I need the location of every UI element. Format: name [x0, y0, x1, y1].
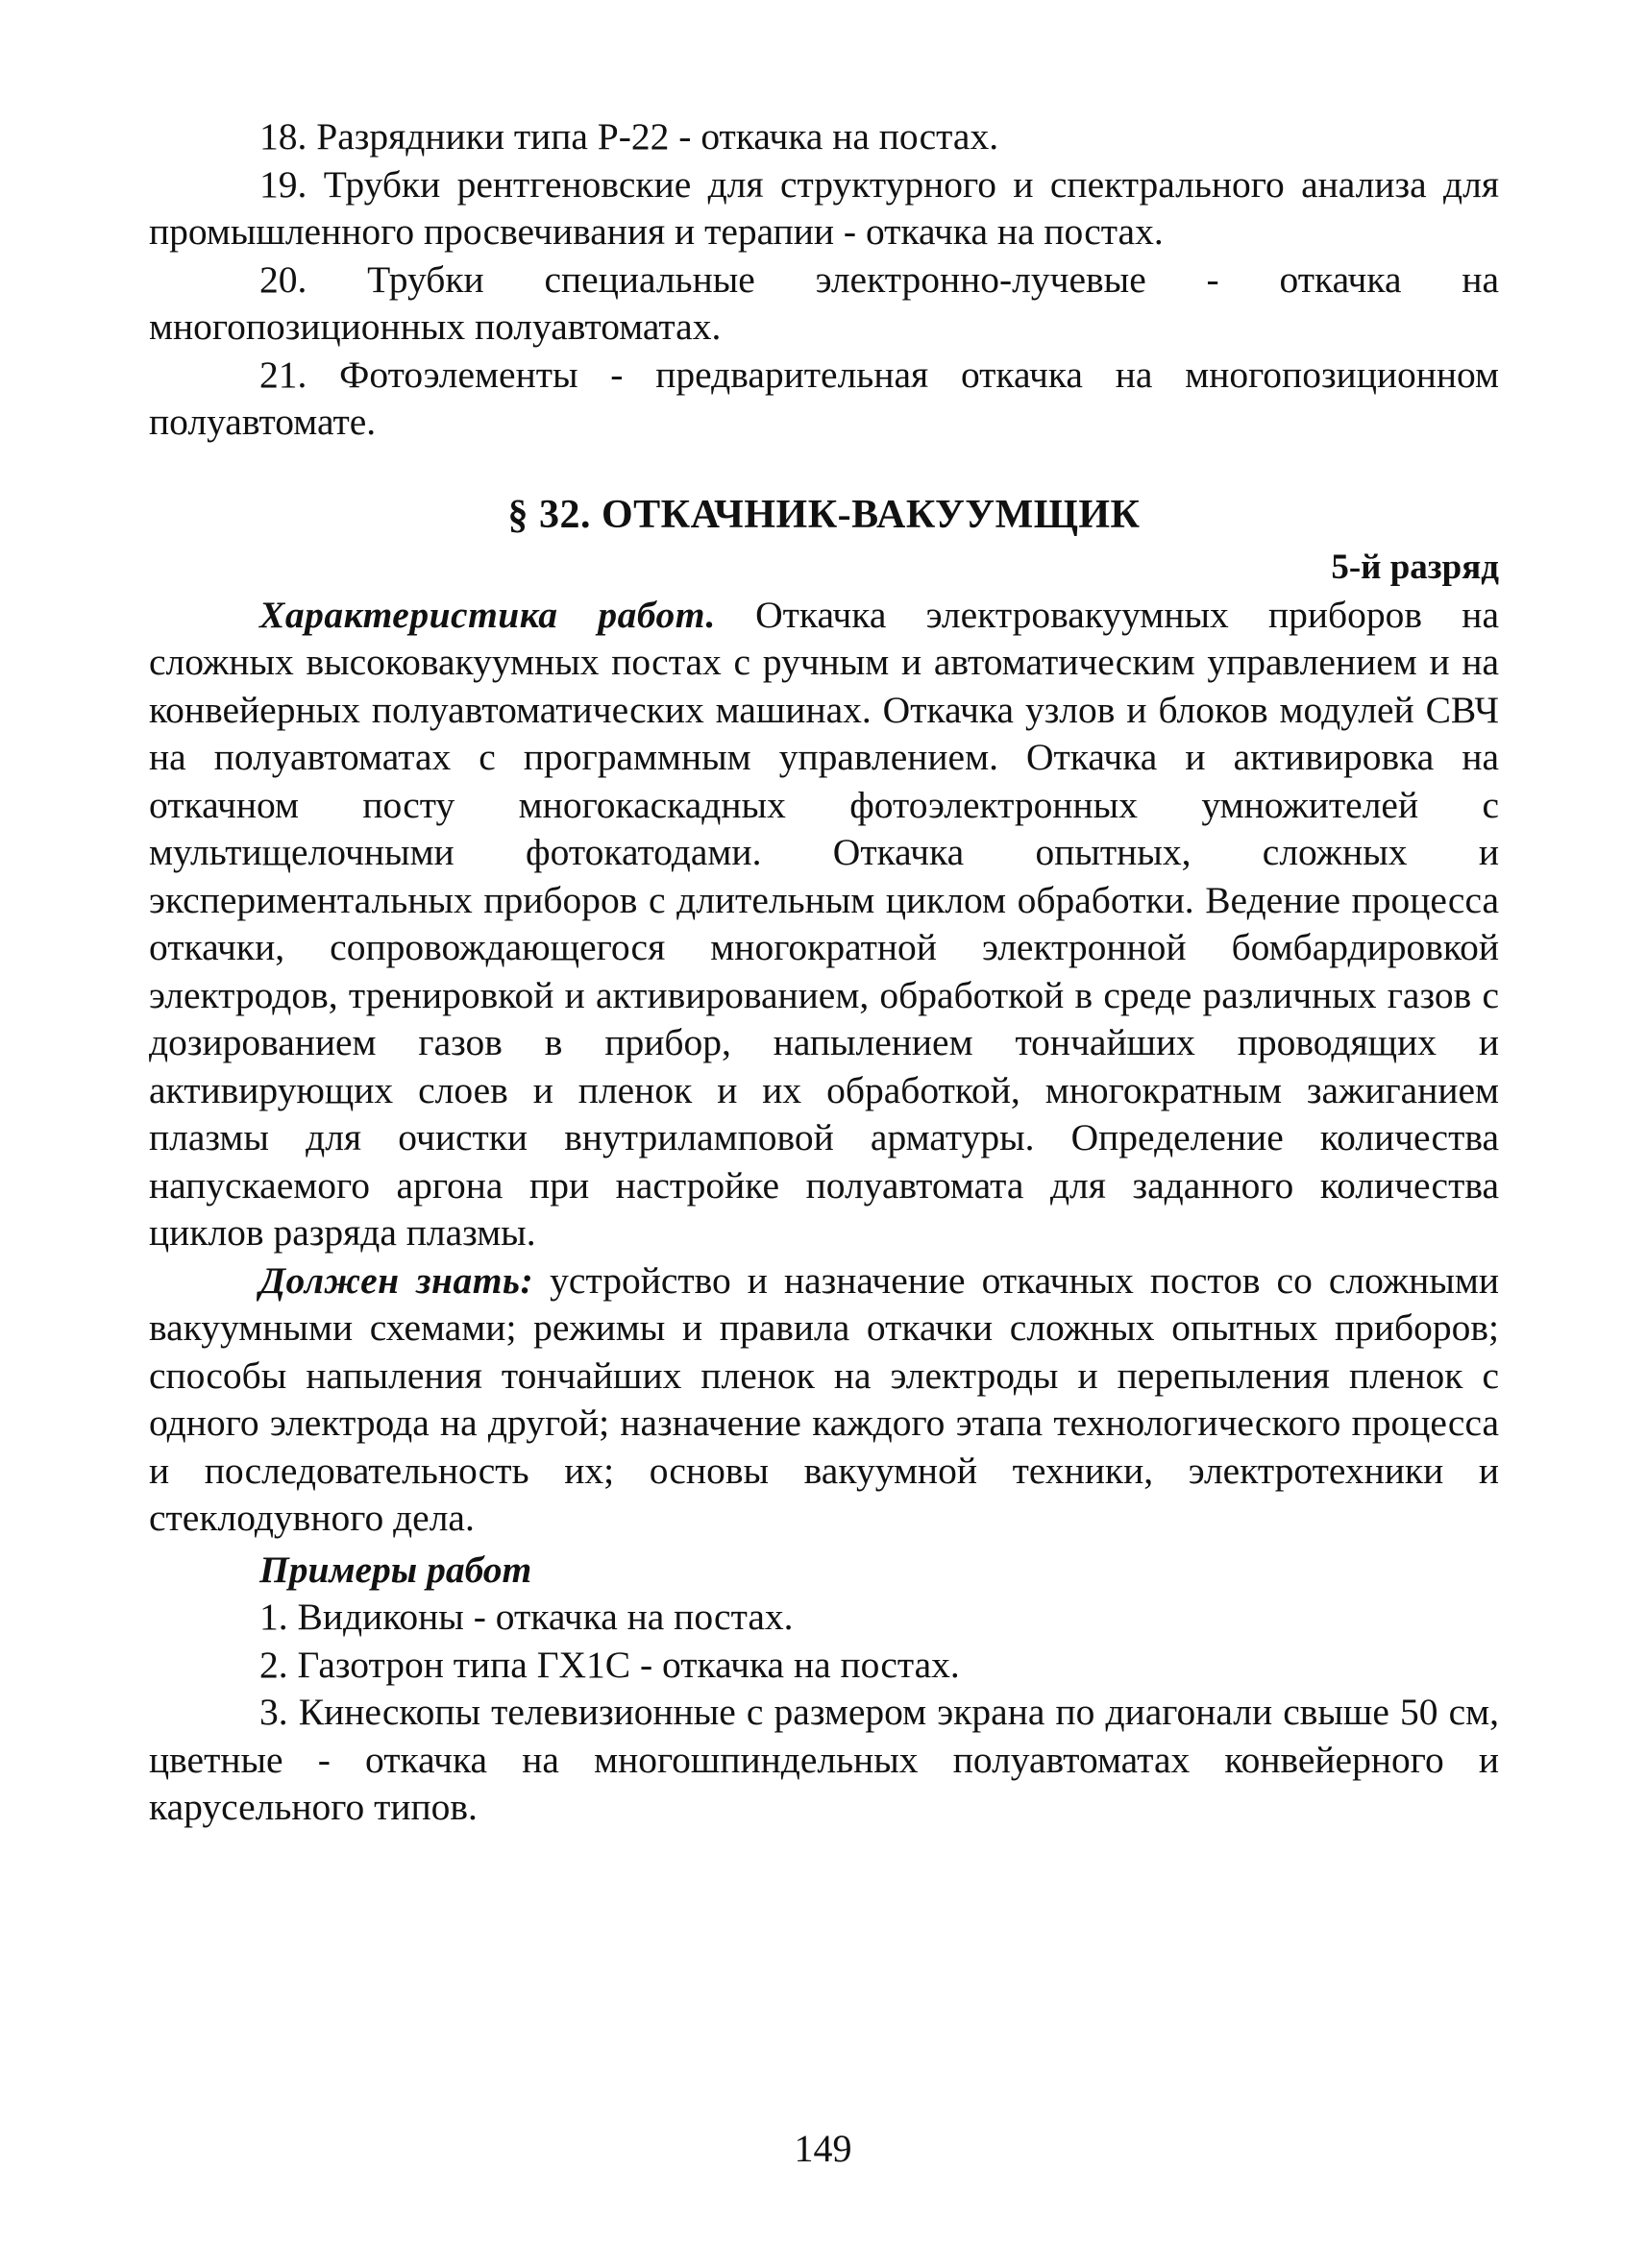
list-item: 19. Трубки рентгеновские для структурного и спектрального анализа для промышленного просвечивания и терапии - откачка на постах. — [149, 162, 1499, 253]
example-item: 1. Видиконы - откачка на постах. — [259, 1596, 794, 1638]
must-know-paragraph — [149, 1257, 1499, 1543]
must-know-label: Должен знать: — [259, 1258, 534, 1302]
example-item: 2. Газотрон типа ГХ1С - откачка на постах. — [259, 1643, 960, 1686]
list-item: 20. Трубки специальные электронно-лучевые - откачка на многопозиционных полуавтоматах. — [149, 257, 1499, 348]
page-body — [149, 113, 1499, 1832]
must-know-text: устройство и назначение откачных постов со сложными вакуумными схемами; режимы и правила откачки сложных опытных приборов; способы напыления тончайших пленок на электроды и перепыления пленок с одного электрода на другой; назначение каждого этапа технологического процесса и последовательность их; основы вакуумной техники, электротехники и стеклодувного дела. — [149, 1258, 1499, 1539]
work-characteristics-text: Откачка электровакуумных приборов на сложных высоковакуумных постах с ручным и автоматическим управлением и на конвейерных полуавтоматических машинах. Откачка узлов и блоков модулей СВЧ на полуавтоматах с программным управлением. Откачка и активировка на откачном посту многокаскадных фотоэлектронных умножителей с мультищелочными фотокатодами. Откачка опытных, сложных и экспериментальных приборов с длительным циклом обработки. Ведение процесса откачки, сопровождающегося многократной электронной бомбардировкой электродов, тренировкой и активированием, обработкой в среде различных газов с дозированием газов в прибор, напылением тончайших проводящих и активирующих слоев и пленок и их обработкой, многократным зажиганием плазмы для очистки внутриламповой арматуры. Определение количества напускаемого аргона при настройке полуавтомата для заданного количества циклов разряда плазмы. — [149, 593, 1499, 1254]
examples-heading: Примеры работ — [259, 1548, 532, 1591]
list-item: 18. Разрядники типа Р-22 - откачка на постах. — [259, 115, 999, 158]
section-title: § 32. ОТКАЧНИК-ВАКУУМЩИК — [507, 492, 1141, 537]
page-number: 149 — [794, 2127, 852, 2170]
list-item: 21. Фотоэлементы - предварительная откачка на многопозиционном полуавтомате. — [149, 353, 1499, 443]
example-item: 3. Кинескопы телевизионные с размером экрана по диагонали свыше 50 см, цветные - откачка на многошпиндельных полуавтоматах конвейерного и карусельного типов. — [149, 1691, 1499, 1828]
work-characteristics-label: Характеристика работ. — [259, 593, 716, 636]
rank-label: 5-й разряд — [1331, 547, 1499, 587]
work-characteristics-paragraph — [149, 592, 1499, 1257]
